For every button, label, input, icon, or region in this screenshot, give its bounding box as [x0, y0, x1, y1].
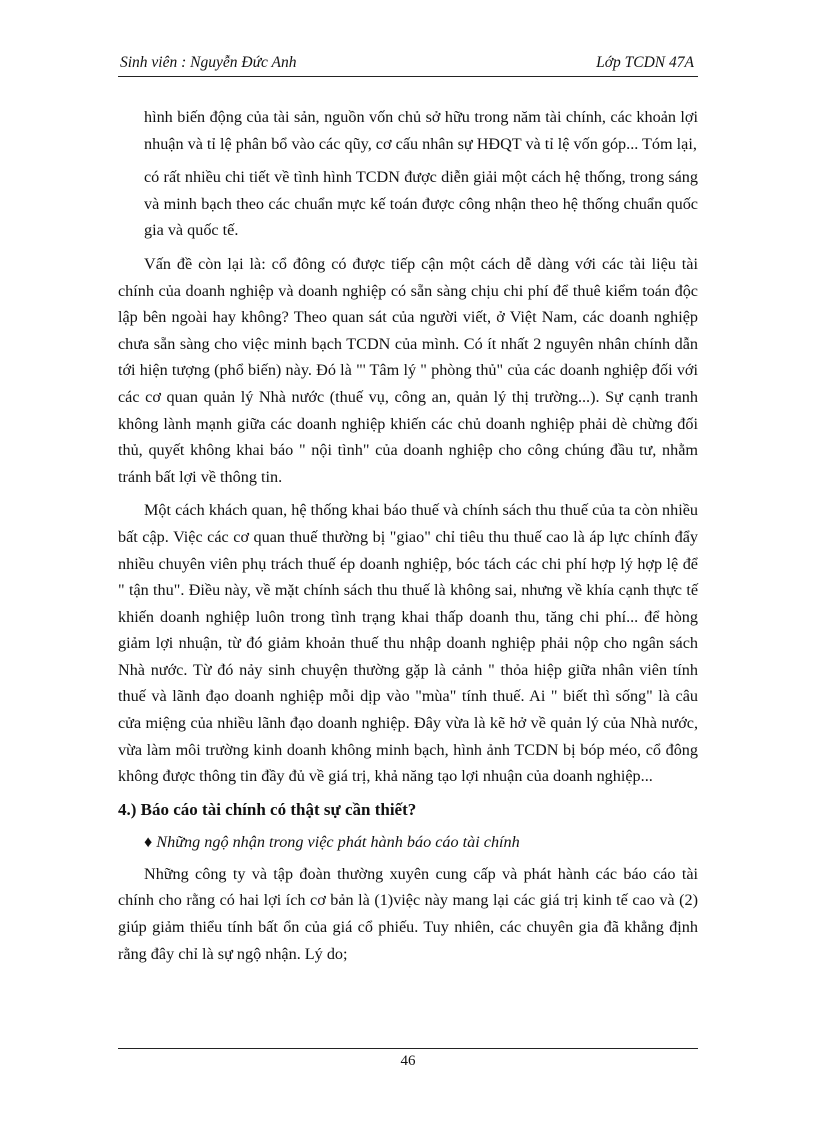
section-heading: 4.) Báo cáo tài chính có thật sự cần thiết?: [118, 799, 417, 819]
header-student-name: Sinh viên : Nguyễn Đức Anh: [120, 54, 297, 71]
subsection-heading: ♦ Những ngộ nhận trong việc phát hành báo cáo tài chính: [144, 832, 520, 851]
paragraph-1: hình biến động của tài sản, nguồn vốn chủ sở hữu trong năm tài chính, các khoản lợi nhuận và tỉ lệ phân bổ vào các qũy, cơ cấu nhân sự HĐQT và tỉ lệ vốn góp... Tóm lại,: [144, 108, 698, 153]
footer-rule: [118, 1048, 698, 1049]
header-class-name: Lớp TCDN 47A: [596, 54, 694, 71]
paragraph-4: Một cách khách quan, hệ thống khai báo thuế và chính sách thu thuế của ta còn nhiều bất cập. Việc các cơ quan thuế thường bị "giao" chỉ tiêu thu thuế cao là áp lực chính đẩy nhiều chuyên viên phụ trách thuế ép doanh nghiệp, bóc tách các chi phí hợp lý hợp lệ để " tận thu". Điều này, về mặt chính sách thu thuế là không sai, nhưng về khía cạnh thực tế khiến doanh nghiệp luôn trong tình trạng khai thấp doanh thu, tăng chi phí... để hòng giảm lợi nhuận, từ đó giảm khoản thuế thu nhập doanh nghiệp phải nộp cho ngân sách Nhà nước. Từ đó nảy sinh chuyện thường gặp là cảnh " thỏa hiệp giữa nhân viên tính thuế và lãnh đạo doanh nghiệp mỗi dịp vào "mùa" tính thuế. Ai " biết thì sống" là câu cửa miệng của nhiều lãnh đạo doanh nghiệp. Đây vừa là kẽ hở về quản lý của Nhà nước, vừa làm môi trường kinh doanh không minh bạch, hình ảnh TCDN bị bóp méo, cổ đông không được thông tin đầy đủ về giá trị, khả năng tạo lợi nhuận của doanh nghiệp...: [118, 501, 698, 786]
paragraph-3: Vấn đề còn lại là: cổ đông có được tiếp cận một cách dễ dàng với các tài liệu tài chính của doanh nghiệp và doanh nghiệp có sẵn sàng chịu chi phí để thuê kiểm toán độc lập bên ngoài hay không? Theo quan sát của người viết, ở Việt Nam, các doanh nghiệp chưa sẵn sàng cho việc minh bạch TCDN của mình. Có ít nhất 2 nguyên nhân chính dẫn tới hiện tượng (phổ biến) này. Đó là "' Tâm lý " phòng thủ" của các doanh nghiệp đối với các cơ quan quản lý Nhà nước (thuế vụ, công an, quản lý thị trường...). Sự cạnh tranh không lành mạnh giữa các doanh nghiệp khiến các chủ doanh nghiệp phải dè chừng đối thủ, quyết không khai báo " nội tình" của doanh nghiệp cho công chúng đầu tư, nhằm tránh bất lợi về thông tin.: [118, 254, 698, 486]
document-body: [118, 104, 698, 974]
paragraph-2: có rất nhiều chi tiết về tình hình TCDN được diễn giải một cách hệ thống, trong sáng và minh bạch theo các chuẩn mực kế toán được công nhận theo hệ thống chuẩn quốc gia và quốc tế.: [144, 168, 698, 240]
page-number: 46: [400, 1053, 416, 1069]
paragraph-5: Những công ty và tập đoàn thường xuyên cung cấp và phát hành các báo cáo tài chính cho rằng có hai lợi ích cơ bản là (1)việc này mang lại các giá trị kinh tế cao và (2) giúp giảm thiểu tính bất ổn của giá cổ phiếu. Tuy nhiên, các chuyên gia đã khẳng định rằng đây chỉ là sự ngộ nhận. Lý do;: [118, 864, 698, 963]
page-header: [118, 52, 698, 77]
